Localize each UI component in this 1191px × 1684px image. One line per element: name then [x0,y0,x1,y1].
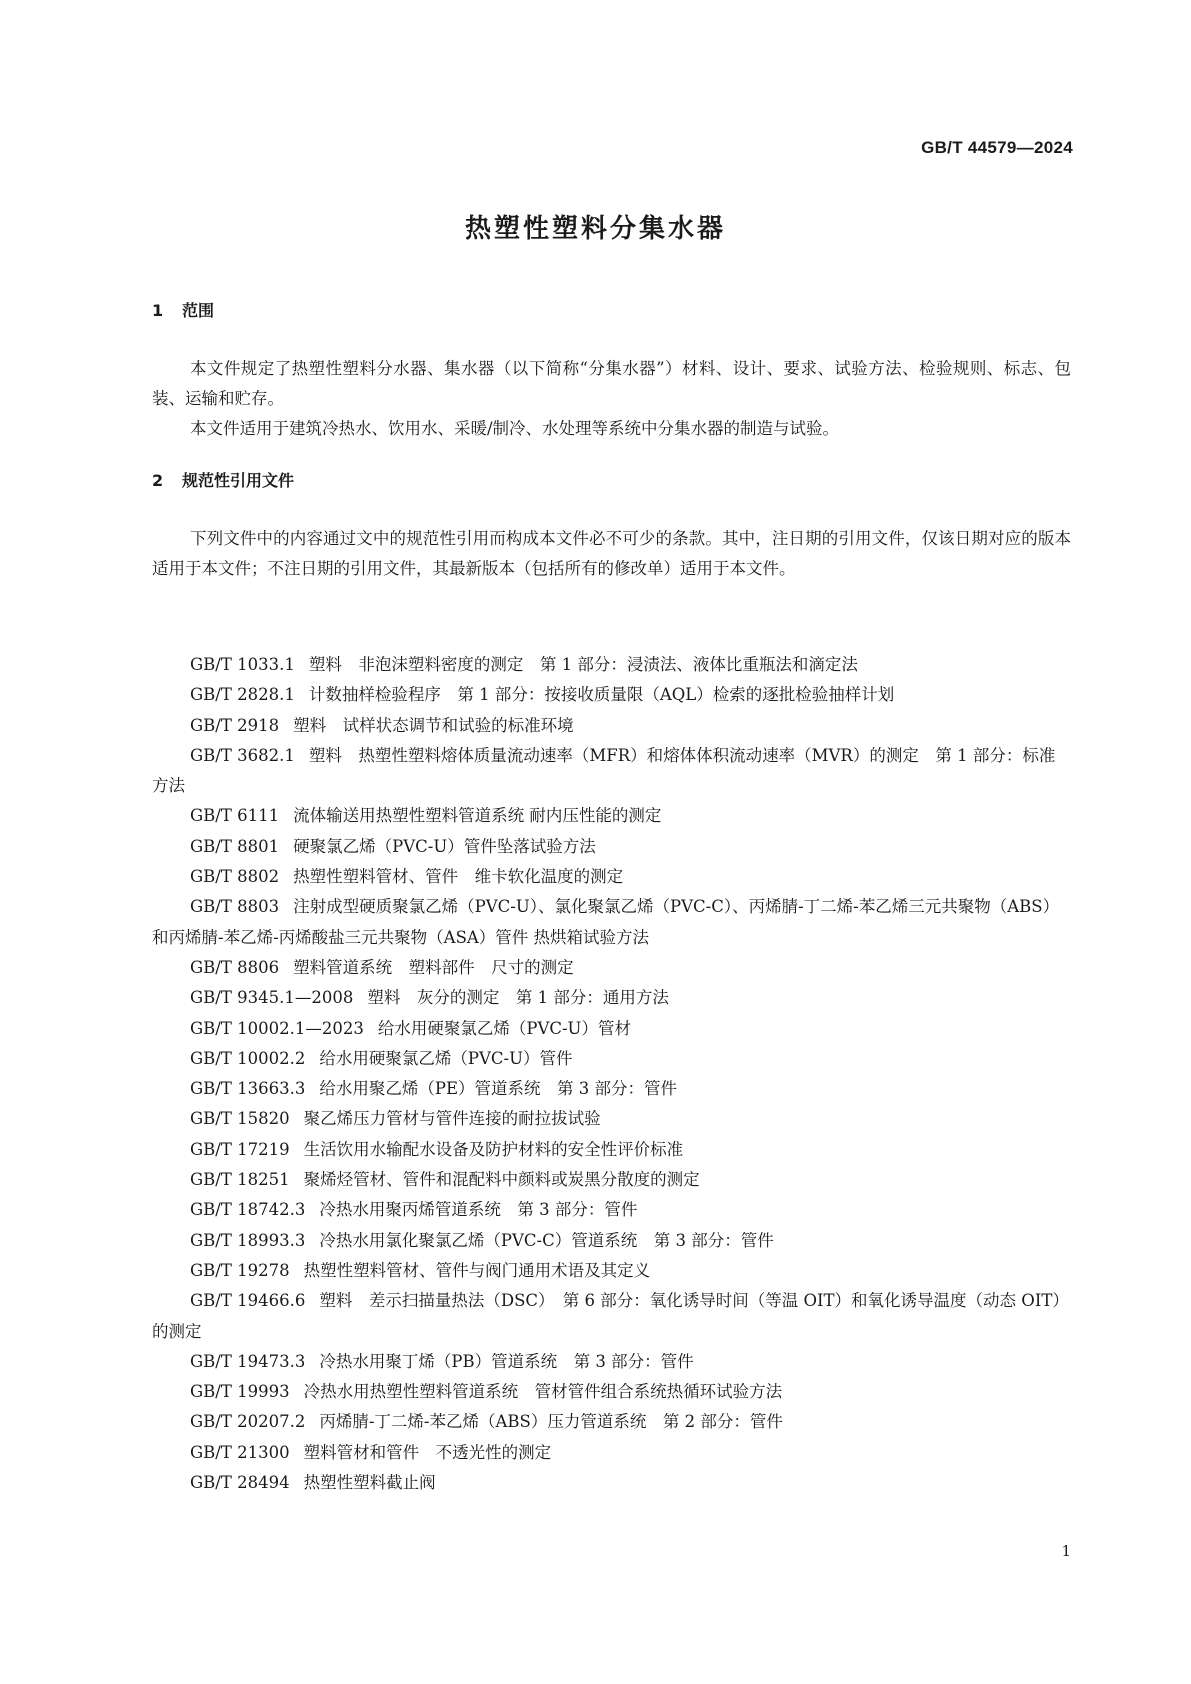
reference-title: 热塑性塑料管材、管件 维卡软化温度的测定 [293,867,624,887]
reference-item [152,1104,1071,1134]
reference-code: GB/T 3682.1 [190,745,295,765]
reference-title: 冷热水用聚丙烯管道系统 第 3 部分：管件 [319,1200,638,1220]
reference-code: GB/T 19278 [190,1260,290,1280]
document-title: 热塑性塑料分集水器 [464,214,726,244]
reference-code: GB/T 10002.2 [190,1048,306,1068]
reference-title: 塑料管道系统 塑料部件 尺寸的测定 [293,957,574,977]
reference-title: 热塑性塑料截止阀 [303,1473,436,1493]
reference-code: GB/T 8803 [190,897,280,917]
reference-title: 聚乙烯压力管材与管件连接的耐拉拔试验 [303,1109,601,1129]
reference-item [152,1195,1071,1225]
page-number: 1 [1061,1542,1071,1560]
section-heading-normative [152,468,294,491]
reference-code: GB/T 21300 [190,1442,290,1462]
reference-title: 热塑性塑料管材、管件与阀门通用术语及其定义 [303,1260,651,1280]
reference-title: 塑料管材和管件 不透光性的测定 [303,1442,552,1462]
reference-item [152,862,1071,892]
reference-code: GB/T 18251 [190,1170,290,1190]
reference-title: 流体输送用热塑性塑料管道系统 耐内压性能的测定 [293,806,662,826]
scope-body [152,354,1071,444]
reference-code: GB/T 17219 [190,1139,290,1159]
reference-item [152,741,1071,802]
reference-item [152,1074,1071,1104]
reference-code: GB/T 8801 [190,836,280,856]
normative-intro-paragraph: 下列文件中的内容通过文中的规范性引用而构成本文件必不可少的条款。其中，注日期的引用文件，仅该日期对应的版本适用于本文件；不注日期的引用文件，其最新版本（包括所有的修改单）适用于本文件。 [152,529,1071,578]
reference-code: GB/T 19993 [190,1382,290,1402]
reference-item [152,650,1071,680]
standard-code: GB/T 44579—2024 [921,138,1073,157]
reference-title: 冷热水用氯化聚氯乙烯（PVC-C）管道系统 第 3 部分：管件 [319,1230,774,1250]
section-number: 2 [152,471,164,490]
reference-code: GB/T 18993.3 [190,1230,306,1250]
reference-code: GB/T 20207.2 [190,1412,306,1432]
reference-code: GB/T 10002.1—2023 [190,1018,364,1038]
reference-code: GB/T 2828.1 [190,685,295,705]
reference-title: 塑料 非泡沫塑料密度的测定 第 1 部分：浸渍法、液体比重瓶法和滴定法 [308,655,858,674]
reference-item [152,1135,1071,1165]
reference-code: GB/T 15820 [190,1109,290,1129]
reference-title: 硬聚氯乙烯（PVC-U）管件坠落试验方法 [293,836,596,856]
reference-title: 聚烯烃管材、管件和混配料中颜料或炭黑分散度的测定 [303,1170,700,1190]
reference-code: GB/T 8802 [190,867,280,887]
scope-paragraph-1: 本文件规定了热塑性塑料分水器、集水器（以下简称“分集水器”）材料、设计、要求、试验方法、检验规则、标志、包装、运输和贮存。 [152,359,1071,408]
reference-title: 给水用硬聚氯乙烯（PVC-U）管件 [319,1048,573,1068]
reference-title: 塑料 试样状态调节和试验的标准环境 [293,715,574,735]
section-title: 规范性引用文件 [182,471,295,490]
reference-item [152,711,1071,741]
scope-paragraph-2: 本文件适用于建筑冷热水、饮用水、采暖/制冷、水处理等系统中分集水器的制造与试验。 [190,419,840,438]
reference-item [152,801,1071,831]
reference-item [152,892,1071,953]
reference-title: 塑料 差示扫描量热法（DSC） 第 6 部分：氧化诱导时间（等温 OIT）和氧化诱导温度（动态 OIT）的测定 [152,1291,1069,1341]
reference-code: GB/T 9345.1—2008 [190,988,354,1008]
reference-item [152,1438,1071,1468]
reference-code: GB/T 19466.6 [190,1291,306,1311]
reference-code: GB/T 13663.3 [190,1079,306,1099]
reference-title: 丙烯腈-丁二烯-苯乙烯（ABS）压力管道系统 第 2 部分：管件 [319,1412,783,1432]
reference-item [152,1347,1071,1377]
reference-title: 计数抽样检验程序 第 1 部分：按接收质量限（AQL）检索的逐批检验抽样计划 [308,685,895,705]
reference-item [152,1044,1071,1074]
reference-item [152,1407,1071,1437]
reference-title: 生活饮用水输配水设备及防护材料的安全性评价标准 [303,1139,684,1159]
reference-item [152,1014,1071,1044]
reference-item [152,1377,1071,1407]
reference-title: 塑料 热塑性塑料熔体质量流动速率（MFR）和熔体体积流动速率（MVR）的测定 第 1 部分：标准方法 [152,745,1056,796]
reference-item [152,832,1071,862]
reference-title: 给水用聚乙烯（PE）管道系统 第 3 部分：管件 [319,1079,677,1099]
reference-item [152,1226,1071,1256]
reference-item [152,680,1071,710]
reference-item [152,1165,1071,1195]
reference-item [152,1468,1071,1498]
reference-list [152,650,1071,1498]
reference-code: GB/T 19473.3 [190,1351,306,1371]
reference-title: 冷热水用热塑性塑料管道系统 管材管件组合系统热循环试验方法 [303,1382,783,1402]
reference-item [152,983,1071,1013]
reference-code: GB/T 6111 [190,806,280,826]
reference-title: 给水用硬聚氯乙烯（PVC-U）管材 [377,1018,631,1038]
reference-item [152,1286,1071,1347]
reference-title: 冷热水用聚丁烯（PB）管道系统 第 3 部分：管件 [319,1351,694,1371]
section-title: 范围 [182,301,215,320]
reference-item [152,1256,1071,1286]
normative-intro [152,524,1071,584]
reference-code: GB/T 18742.3 [190,1200,306,1220]
section-number: 1 [152,301,164,320]
reference-title: 注射成型硬质聚氯乙烯（PVC-U）、氯化聚氯乙烯（PVC-C）、丙烯腈-丁二烯-苯乙烯三元共聚物（ABS）和丙烯腈-苯乙烯-丙烯酸盐三元共聚物（ASA）管件 热烘箱试验方法 [152,897,1060,947]
reference-code: GB/T 8806 [190,957,280,977]
reference-code: GB/T 2918 [190,715,280,735]
reference-item [152,953,1071,983]
reference-code: GB/T 1033.1 [190,655,295,674]
reference-title: 塑料 灰分的测定 第 1 部分：通用方法 [367,988,669,1008]
section-heading-scope [152,298,214,321]
reference-code: GB/T 28494 [190,1473,290,1493]
